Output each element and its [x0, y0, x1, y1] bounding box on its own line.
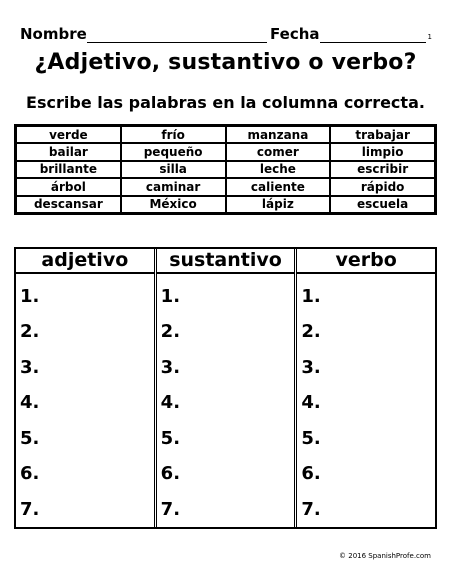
word-bank [14, 124, 437, 215]
word-bank-cell: México [122, 197, 225, 212]
word-bank-cell: lápiz [227, 197, 330, 212]
answer-line[interactable] [161, 350, 295, 386]
name-field[interactable] [87, 26, 267, 43]
answer-line[interactable] [20, 314, 154, 350]
header-line [20, 17, 432, 43]
word-bank-cell: limpio [331, 144, 434, 159]
line-number: 6. [160, 463, 181, 485]
line-number: 4. [20, 392, 40, 414]
line-number: 1. [301, 285, 321, 307]
word-bank-cell: rápido [331, 179, 434, 194]
answer-line[interactable] [20, 421, 154, 457]
page-title: ¿Adjetivo, sustantivo o verbo? [34, 50, 417, 75]
answer-table [14, 247, 437, 529]
answer-line[interactable] [301, 385, 435, 421]
name-label: Nombre [20, 25, 87, 43]
column-header: adjetivo [16, 249, 154, 274]
line-number: 7. [20, 498, 40, 520]
line-number: 1. [160, 285, 181, 307]
date-label: Fecha [270, 25, 320, 43]
word-bank-cell: frío [122, 127, 225, 142]
line-number: 3. [20, 356, 40, 378]
answer-line[interactable] [20, 279, 154, 315]
answer-line[interactable] [20, 456, 154, 492]
answer-line[interactable] [301, 314, 435, 350]
word-bank-cell: caminar [122, 179, 225, 194]
answer-line[interactable] [20, 492, 154, 528]
word-bank-cell: caliente [227, 179, 330, 194]
word-bank-cell: verde [17, 127, 120, 142]
answer-lines [16, 274, 154, 528]
word-bank-cell: comer [227, 144, 330, 159]
answer-line[interactable] [161, 421, 295, 457]
answer-line[interactable] [301, 492, 435, 528]
answer-line[interactable] [301, 421, 435, 457]
line-number: 4. [301, 392, 321, 414]
line-number: 7. [301, 498, 321, 520]
copyright-notice: © 2016 SpanishProfe.com [339, 552, 431, 560]
answer-line[interactable] [161, 456, 295, 492]
answer-line[interactable] [161, 385, 295, 421]
line-number: 2. [20, 321, 40, 343]
answer-column-adjetivo [16, 249, 154, 527]
answer-lines [297, 274, 435, 528]
line-number: 5. [301, 427, 321, 449]
date-field[interactable] [320, 26, 426, 43]
answer-column-verbo [294, 249, 435, 527]
line-number: 7. [160, 498, 181, 520]
word-bank-cell: árbol [17, 179, 120, 194]
line-number: 3. [160, 356, 181, 378]
line-number: 2. [301, 321, 321, 343]
line-number: 6. [301, 463, 321, 485]
line-number: 6. [20, 463, 40, 485]
line-number: 5. [160, 427, 181, 449]
word-bank-cell: leche [227, 162, 330, 177]
answer-column-sustantivo [154, 249, 295, 527]
line-number: 1. [20, 285, 40, 307]
word-bank-cell: brillante [17, 162, 120, 177]
answer-line[interactable] [301, 279, 435, 315]
line-number: 4. [160, 392, 181, 414]
word-bank-cell: descansar [17, 197, 120, 212]
answer-line[interactable] [301, 350, 435, 386]
answer-line[interactable] [161, 314, 295, 350]
word-bank-cell: pequeño [122, 144, 225, 159]
answer-line[interactable] [161, 492, 295, 528]
word-bank-cell: escuela [331, 197, 434, 212]
answer-line[interactable] [301, 456, 435, 492]
instructions: Escribe las palabras en la columna correcta. [26, 93, 425, 112]
answer-lines [157, 274, 295, 528]
answer-line[interactable] [161, 279, 295, 315]
word-bank-cell: silla [122, 162, 225, 177]
word-bank-cell: manzana [227, 127, 330, 142]
line-number: 2. [160, 321, 181, 343]
word-bank-cell: escribir [331, 162, 434, 177]
line-number: 3. [301, 356, 321, 378]
page-number: 1 [427, 33, 432, 41]
word-bank-cell: bailar [17, 144, 120, 159]
word-bank-cell: trabajar [331, 127, 434, 142]
column-header: verbo [297, 249, 435, 274]
answer-line[interactable] [20, 385, 154, 421]
line-number: 5. [20, 427, 40, 449]
answer-line[interactable] [20, 350, 154, 386]
column-header: sustantivo [157, 249, 295, 274]
